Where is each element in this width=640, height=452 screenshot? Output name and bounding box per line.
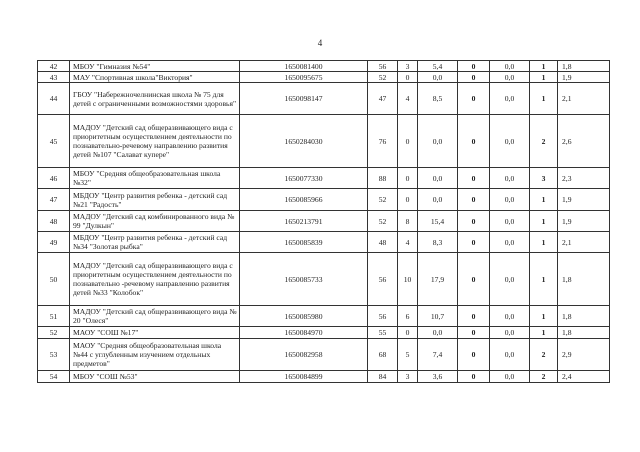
percent-cell: 17,9 [418,253,458,306]
row-number: 50 [38,253,70,306]
zero-percent-cell: 0,0 [490,232,530,253]
count-cell: 0 [398,72,418,83]
units-cell: 1 [530,306,558,327]
percent-cell: 0,0 [418,189,458,211]
inn-cell: 1650085733 [240,253,368,306]
zero-percent-cell: 0,0 [490,253,530,306]
zero-percent-cell: 0,0 [490,211,530,232]
total-cell: 56 [368,253,398,306]
zero-count-cell: 0 [458,211,490,232]
percent-cell: 8,5 [418,83,458,115]
table-row [38,327,610,339]
total-cell: 76 [368,115,398,168]
count-cell: 0 [398,327,418,339]
count-cell: 6 [398,306,418,327]
inn-cell: 1650085980 [240,306,368,327]
units-cell: 1 [530,72,558,83]
percent-cell: 0,0 [418,115,458,168]
units-cell: 1 [530,211,558,232]
zero-count-cell: 0 [458,306,490,327]
organization-name: ГБОУ "Набережночелнинская школа № 75 для детей с ограниченными возможностями здоровья" [70,83,240,115]
row-number: 54 [38,371,70,383]
row-number: 47 [38,189,70,211]
zero-count-cell: 0 [458,189,490,211]
table-row [38,83,610,115]
row-number: 51 [38,306,70,327]
zero-percent-cell: 0,0 [490,306,530,327]
count-cell: 8 [398,211,418,232]
zero-percent-cell: 0,0 [490,189,530,211]
units-cell: 1 [530,189,558,211]
inn-cell: 1650081400 [240,61,368,72]
zero-percent-cell: 0,0 [490,72,530,83]
percent-cell: 5,4 [418,61,458,72]
table-row [38,253,610,306]
ratio-cell: 2,3 [558,168,610,189]
zero-count-cell: 0 [458,339,490,371]
inn-cell: 1650085966 [240,189,368,211]
organization-name: МБОУ "Гимназия №54" [70,61,240,72]
total-cell: 55 [368,327,398,339]
inn-cell: 1650095675 [240,72,368,83]
inn-cell: 1650085839 [240,232,368,253]
organization-name: МАДОУ "Детский сад комбинированного вида № 99 "Дулкын" [70,211,240,232]
organization-name: МАДОУ "Детский сад общеразвивающего вида с приоритетным осуществлением деятельности по познавательно-речевому направлению развития детей №107 "Салават купере" [70,115,240,168]
zero-count-cell: 0 [458,83,490,115]
zero-count-cell: 0 [458,168,490,189]
total-cell: 52 [368,189,398,211]
ratio-cell: 1,8 [558,327,610,339]
units-cell: 2 [530,339,558,371]
table-row [38,115,610,168]
organization-name: МАДОУ "Детский сад общеразвивающего вида с приоритетным осуществлением деятельности по познавательно -речевому направлению развития детей №33 "Колобок" [70,253,240,306]
row-number: 45 [38,115,70,168]
total-cell: 52 [368,211,398,232]
units-cell: 1 [530,253,558,306]
percent-cell: 0,0 [418,72,458,83]
organization-name: МБДОУ "Центр развития ребенка - детский сад №21 "Радость" [70,189,240,211]
organization-name: МБОУ "Средняя общеобразовательная школа №32" [70,168,240,189]
ratio-cell: 2,9 [558,339,610,371]
table-row [38,371,610,383]
count-cell: 0 [398,168,418,189]
ratio-cell: 1,9 [558,72,610,83]
organization-name: МБДОУ "Центр развития ребенка - детский сад №34 "Золотая рыбка" [70,232,240,253]
inn-cell: 1650284030 [240,115,368,168]
organization-name: МАДОУ "Детский сад общеразвивающего вида № 20 "Олеся" [70,306,240,327]
data-table [37,60,610,383]
percent-cell: 0,0 [418,168,458,189]
units-cell: 2 [530,115,558,168]
table-row [38,232,610,253]
count-cell: 4 [398,83,418,115]
zero-percent-cell: 0,0 [490,168,530,189]
inn-cell: 1650098147 [240,83,368,115]
percent-cell: 8,3 [418,232,458,253]
zero-percent-cell: 0,0 [490,115,530,168]
total-cell: 48 [368,232,398,253]
units-cell: 3 [530,168,558,189]
zero-percent-cell: 0,0 [490,83,530,115]
row-number: 43 [38,72,70,83]
percent-cell: 3,6 [418,371,458,383]
percent-cell: 0,0 [418,327,458,339]
count-cell: 10 [398,253,418,306]
table-row [38,339,610,371]
zero-count-cell: 0 [458,72,490,83]
row-number: 49 [38,232,70,253]
organization-name: МАУ "Спортивная школа"Виктория" [70,72,240,83]
total-cell: 68 [368,339,398,371]
zero-count-cell: 0 [458,61,490,72]
inn-cell: 1650084970 [240,327,368,339]
count-cell: 0 [398,115,418,168]
zero-count-cell: 0 [458,371,490,383]
table-row [38,72,610,83]
total-cell: 84 [368,371,398,383]
row-number: 48 [38,211,70,232]
zero-count-cell: 0 [458,327,490,339]
ratio-cell: 1,8 [558,61,610,72]
table-row [38,61,610,72]
percent-cell: 15,4 [418,211,458,232]
zero-count-cell: 0 [458,232,490,253]
zero-percent-cell: 0,0 [490,371,530,383]
zero-percent-cell: 0,0 [490,61,530,72]
organization-name: МБОУ "СОШ №53" [70,371,240,383]
count-cell: 5 [398,339,418,371]
row-number: 42 [38,61,70,72]
table-row [38,211,610,232]
units-cell: 1 [530,83,558,115]
zero-count-cell: 0 [458,253,490,306]
ratio-cell: 2,4 [558,371,610,383]
total-cell: 47 [368,83,398,115]
count-cell: 3 [398,371,418,383]
ratio-cell: 2,1 [558,232,610,253]
ratio-cell: 2,6 [558,115,610,168]
table-row [38,189,610,211]
organization-name: МАОУ "Средняя общеобразовательная школа №44 с углубленным изучением отдельных предметов" [70,339,240,371]
ratio-cell: 2,1 [558,83,610,115]
total-cell: 52 [368,72,398,83]
row-number: 44 [38,83,70,115]
percent-cell: 10,7 [418,306,458,327]
page-number: 4 [317,38,323,48]
ratio-cell: 1,8 [558,306,610,327]
table-row [38,306,610,327]
inn-cell: 1650082958 [240,339,368,371]
ratio-cell: 1,8 [558,253,610,306]
zero-percent-cell: 0,0 [490,327,530,339]
total-cell: 88 [368,168,398,189]
inn-cell: 1650084899 [240,371,368,383]
units-cell: 2 [530,371,558,383]
ratio-cell: 1,9 [558,211,610,232]
total-cell: 56 [368,306,398,327]
units-cell: 1 [530,232,558,253]
inn-cell: 1650077330 [240,168,368,189]
percent-cell: 7,4 [418,339,458,371]
units-cell: 1 [530,327,558,339]
row-number: 52 [38,327,70,339]
row-number: 46 [38,168,70,189]
count-cell: 3 [398,61,418,72]
row-number: 53 [38,339,70,371]
table-row [38,168,610,189]
units-cell: 1 [530,61,558,72]
ratio-cell: 1,9 [558,189,610,211]
total-cell: 56 [368,61,398,72]
inn-cell: 1650213791 [240,211,368,232]
organization-name: МАОУ "СОШ №17" [70,327,240,339]
count-cell: 4 [398,232,418,253]
count-cell: 0 [398,189,418,211]
zero-count-cell: 0 [458,115,490,168]
zero-percent-cell: 0,0 [490,339,530,371]
